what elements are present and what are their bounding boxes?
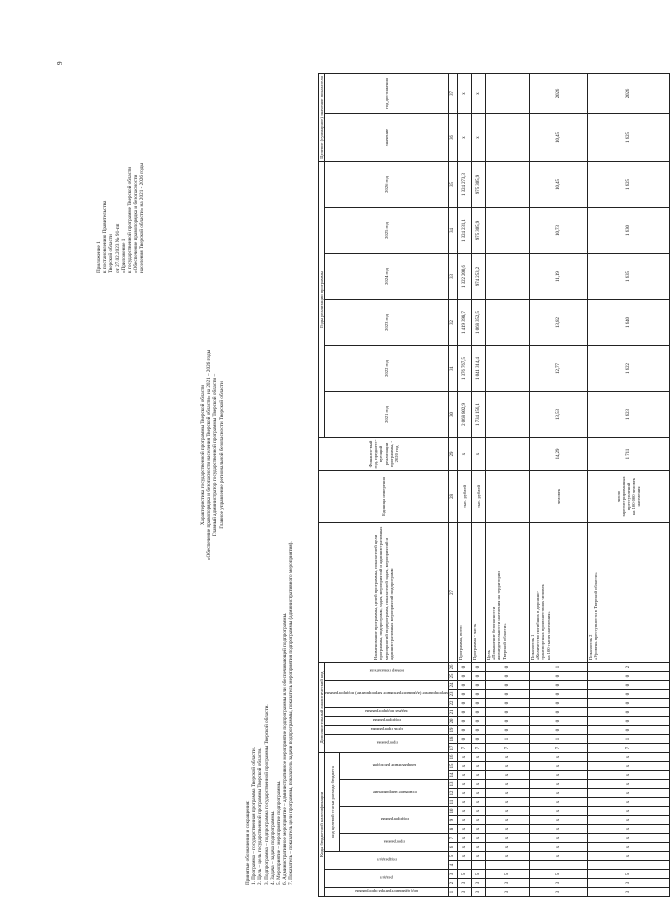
code-cell: x [458, 798, 472, 807]
code-cell: 0 [588, 690, 670, 699]
code-cell: x [472, 843, 486, 852]
row-target-value: 1 625 [588, 114, 670, 162]
code-cell: 7 [530, 744, 588, 753]
index-cell: 3 [449, 870, 458, 879]
code-cell: 3 [588, 888, 670, 897]
code-cell: x [486, 798, 530, 807]
header-program: программа [340, 834, 449, 852]
code-cell: 1 [588, 735, 670, 744]
index-cell: 34 [449, 208, 458, 254]
code-cell: x [530, 780, 588, 789]
code-cell [472, 861, 486, 870]
code-cell: 2 [588, 663, 670, 672]
header-dir-program: программа [325, 735, 449, 753]
header-year-reach: год достижения [325, 74, 449, 114]
code-cell: 0 [458, 699, 472, 708]
header-fin-year: Финансо-вый год, предшест-вующий реализации программы, - 2020 год [319, 438, 449, 471]
header-target-article: код целевой статьи расхода бюджета [325, 753, 340, 852]
code-cell: 0 [472, 699, 486, 708]
approval-line: от 27.02.2023 № 91-пп [114, 223, 121, 273]
row-year-value: 1 068 352,5 [472, 300, 486, 346]
index-cell: 6 [449, 843, 458, 852]
code-cell: x [486, 843, 530, 852]
code-cell: 0 [530, 726, 588, 735]
row-year-value: 1 324 273,3 [458, 162, 472, 208]
code-cell: x [530, 852, 588, 861]
row-target-year: 2026 [530, 74, 588, 114]
legend-line: 3. Подпрограмма – подпрограмма государственной программы Тверской области. [263, 704, 270, 885]
code-cell: 0 [472, 690, 486, 699]
approval-line: к государственной программе Тверской области [127, 166, 134, 273]
row-unit: человек [530, 471, 588, 523]
header-analytic-code: Дополнительный аналитический код [319, 663, 325, 753]
row-year-value: 1 625 [588, 162, 670, 208]
index-cell: 13 [449, 780, 458, 789]
program-characteristics-table [318, 73, 670, 897]
row-name: Программа - часть [472, 523, 486, 663]
index-cell: 21 [449, 708, 458, 717]
code-cell: 0 [472, 663, 486, 672]
code-cell: x [530, 816, 588, 825]
code-cell: x [588, 789, 670, 798]
approval-line: к постановлению Правительства [102, 200, 109, 273]
code-cell: 0 [458, 663, 472, 672]
code-cell: 0 [530, 690, 588, 699]
code-cell: 0 [458, 726, 472, 735]
code-cell: x [458, 816, 472, 825]
code-cell: 3 [530, 879, 588, 888]
code-cell: x [588, 834, 670, 843]
code-cell: x [486, 834, 530, 843]
header-subprogram: подпрограмма [340, 807, 449, 834]
code-cell: 3 [472, 888, 486, 897]
code-cell: 0 [458, 708, 472, 717]
index-cell: 20 [449, 717, 458, 726]
title-line: Характеристика государственной программы Тверской области [200, 384, 206, 526]
header-year-0: 2021 год [325, 392, 449, 438]
index-row [449, 74, 458, 897]
index-cell: 30 [449, 392, 458, 438]
code-cell: 0 [486, 726, 530, 735]
code-cell: 0 [486, 681, 530, 690]
row-fin-year: x [472, 438, 486, 471]
code-cell: x [458, 807, 472, 816]
code-cell: x [588, 780, 670, 789]
code-cell: 0 [486, 690, 530, 699]
code-cell: x [472, 753, 486, 762]
header-goal: цель программы [325, 726, 449, 735]
code-cell: 7 [486, 744, 530, 753]
header-value: значение [325, 114, 449, 162]
code-cell: x [486, 852, 530, 861]
header-unit: Единица измерения [319, 471, 449, 523]
code-cell: x [486, 816, 530, 825]
code-cell: x [472, 807, 486, 816]
code-cell: 3 [458, 879, 472, 888]
row-unit [486, 471, 530, 523]
code-cell: 0 [486, 699, 530, 708]
index-cell: 18 [449, 735, 458, 744]
code-cell: 5 [588, 870, 670, 879]
title-line: Главное управление региональной безопасности Тверской области [218, 381, 225, 529]
code-cell: x [486, 825, 530, 834]
code-cell: x [472, 762, 486, 771]
row-target-year: x [458, 74, 472, 114]
code-cell: x [486, 789, 530, 798]
code-cell: x [458, 825, 472, 834]
index-cell: 25 [449, 672, 458, 681]
code-cell: 0 [472, 672, 486, 681]
code-cell: x [472, 825, 486, 834]
code-cell: 7 [458, 744, 472, 753]
index-cell: 9 [449, 816, 458, 825]
code-cell: x [458, 780, 472, 789]
header-year-5: 2026 год [325, 162, 449, 208]
code-cell: 1 [530, 663, 588, 672]
row-year-value: 1 630 [588, 208, 670, 254]
code-cell [588, 861, 670, 870]
code-cell: x [530, 753, 588, 762]
code-cell: 0 [472, 708, 486, 717]
index-cell: 15 [449, 762, 458, 771]
code-cell: x [472, 780, 486, 789]
code-cell: 0 [458, 672, 472, 681]
code-cell: 0 [530, 717, 588, 726]
index-cell: 10 [449, 807, 458, 816]
header-year-3: 2024 год [325, 254, 449, 300]
row-year-value: 12,77 [530, 346, 588, 392]
code-cell: x [530, 843, 588, 852]
code-cell: x [486, 807, 530, 816]
title-line: «Обеспечение правопорядка и безопасности населения Тверской области» на 2021 – 2026 годы [206, 349, 213, 561]
row-unit: тыс. рублей [458, 471, 472, 523]
row-unit: число зарегистрированных преступлений на 100 000 человек населения [588, 471, 670, 523]
header-podrazdel: подраздел [325, 852, 449, 870]
approval-line: «Обеспечение правопорядка и безопасности [133, 174, 140, 273]
table-row [588, 74, 670, 897]
code-cell: 7 [588, 744, 670, 753]
header-direction: направление расходов [340, 753, 449, 780]
code-cell: x [472, 852, 486, 861]
header-budget-codes: Коды бюджетной классификации [319, 753, 325, 897]
row-year-value: 1 734 156,1 [472, 392, 486, 438]
abbreviations-legend [245, 541, 295, 885]
index-cell: 11 [449, 798, 458, 807]
index-cell: 24 [449, 681, 458, 690]
index-cell: 32 [449, 300, 458, 346]
index-cell: 33 [449, 254, 458, 300]
code-cell: x [530, 762, 588, 771]
row-name: Программа, всего [458, 523, 472, 663]
code-cell [486, 861, 530, 870]
row-year-value: 13,82 [530, 300, 588, 346]
index-cell: 2 [449, 879, 458, 888]
header-name: Наименование программы, целей программы, показателей цели программы, подпрограмм, задач, мероприятий и административных мероприятий подпрограмм, показателей задач, мероприятий и административных мероприятий подпрограмм [319, 523, 449, 663]
code-cell: x [530, 807, 588, 816]
legend-line: Принятые обозначения и сокращения: [245, 800, 251, 885]
row-year-value [486, 300, 530, 346]
row-name: Показатель 1 «Количество погибших в дорожно- транспортных происшествиях человек на 100 тысяч населения» [530, 523, 588, 663]
code-cell: x [458, 852, 472, 861]
header-year-4: 2025 год [325, 208, 449, 254]
row-year-value: 1 640 [588, 300, 670, 346]
code-cell: x [588, 825, 670, 834]
header-years-group: Годы реализации программы [319, 162, 325, 438]
row-year-value: 1 322 200,6 [458, 254, 472, 300]
code-cell: 0 [472, 717, 486, 726]
code-cell: x [530, 798, 588, 807]
code-cell: x [472, 771, 486, 780]
code-cell: 3 [588, 879, 670, 888]
row-target-year [486, 74, 530, 114]
row-year-value: 13,53 [530, 392, 588, 438]
row-year-value: 1 419 398,7 [458, 300, 472, 346]
code-cell: 0 [588, 717, 670, 726]
approval-line: Тверской области [108, 234, 115, 273]
row-year-value: 10,73 [530, 208, 588, 254]
code-cell: 5 [472, 870, 486, 879]
code-cell: 0 [588, 672, 670, 681]
code-cell: x [588, 753, 670, 762]
index-cell: 16 [449, 753, 458, 762]
table-row [472, 74, 486, 897]
header-main-direction: основное направление [340, 780, 449, 807]
row-unit: тыс. рублей [472, 471, 486, 523]
code-cell: x [588, 807, 670, 816]
code-cell [530, 861, 588, 870]
header-target-value: Целевое (суммарное) значение показателя [319, 74, 325, 162]
row-year-value: 11,19 [530, 254, 588, 300]
code-cell: 1 [486, 735, 530, 744]
code-cell: 3 [458, 888, 472, 897]
header-measure: мероприятие (административное мероприятие) подпрограммы [325, 681, 449, 708]
row-name: Цель «Повышение безопасности жизнедеятельности населения на территории Тверской области» [486, 523, 530, 663]
code-cell: 0 [472, 735, 486, 744]
row-fin-year: 14,29 [530, 438, 588, 471]
code-cell: x [458, 762, 472, 771]
row-fin-year: x [458, 438, 472, 471]
code-cell: 0 [530, 708, 588, 717]
index-cell: 19 [449, 726, 458, 735]
code-cell: 0 [588, 708, 670, 717]
code-cell: x [530, 789, 588, 798]
index-cell: 12 [449, 789, 458, 798]
index-cell: 35 [449, 162, 458, 208]
code-cell: 3 [472, 879, 486, 888]
row-year-value [486, 208, 530, 254]
legend-line: 4. Задача – задача подпрограммы. [269, 810, 276, 885]
row-fin-year: 1 711 [588, 438, 670, 471]
table-row [530, 74, 588, 897]
index-cell: 31 [449, 346, 458, 392]
row-year-value: 1 622 [588, 346, 670, 392]
code-cell: x [458, 843, 472, 852]
code-cell: 0 [530, 699, 588, 708]
approval-line: «Приложение 1 [120, 238, 127, 273]
code-cell: x [588, 762, 670, 771]
code-cell: x [588, 816, 670, 825]
title-line: Главный администратор государственной программы Тверской области – [212, 373, 219, 537]
index-cell: 27 [449, 523, 458, 663]
header-podprogramma: подпрограмма [325, 717, 449, 726]
code-cell: x [458, 753, 472, 762]
code-cell: x [588, 852, 670, 861]
code-cell: 5 [486, 870, 530, 879]
page-number: 9 [56, 61, 64, 65]
index-cell: 29 [449, 438, 458, 471]
code-cell: 0 [588, 699, 670, 708]
row-target-value: 10,45 [530, 114, 588, 162]
code-cell: x [472, 789, 486, 798]
code-cell: 0 [588, 681, 670, 690]
index-cell: 37 [449, 74, 458, 114]
legend-line: 2. Цель – цель государственной программы Тверской области. [257, 747, 264, 885]
legend-line: 6. Административное мероприятие – административное мероприятие подпрограммы или обеспечивающей подпрограммы. [282, 612, 289, 885]
index-cell: 4 [449, 861, 458, 870]
code-cell: 0 [588, 726, 670, 735]
row-target-year: 2026 [588, 74, 670, 114]
row-year-value: 975 305,9 [472, 208, 486, 254]
row-year-value: 974 253,2 [472, 254, 486, 300]
legend-line: 5. Мероприятие – мероприятие подпрограммы. [276, 780, 283, 885]
row-target-value: x [472, 114, 486, 162]
code-cell: x [486, 771, 530, 780]
code-cell: 0 [458, 681, 472, 690]
approval-line: населения Тверской области» на 2021 - 2026 годы [139, 163, 146, 273]
code-cell: x [530, 771, 588, 780]
header-year-2: 2023 год [325, 300, 449, 346]
index-cell: 8 [449, 825, 458, 834]
row-target-year: x [472, 74, 486, 114]
code-cell: x [588, 798, 670, 807]
header-year-1: 2022 год [325, 346, 449, 392]
header-razdel: раздел [325, 870, 449, 888]
row-target-value: x [458, 114, 472, 162]
code-cell: x [486, 780, 530, 789]
index-cell: 7 [449, 834, 458, 843]
header-admin-code: код администратора программы [325, 888, 449, 897]
code-cell: 0 [472, 681, 486, 690]
row-year-value [486, 392, 530, 438]
code-cell: x [458, 834, 472, 843]
index-cell: 5 [449, 852, 458, 861]
row-name: Показатель 2 «Уровень преступности в Тверской области» [588, 523, 670, 663]
row-year-value [486, 162, 530, 208]
code-cell [458, 861, 472, 870]
code-cell: x [472, 834, 486, 843]
code-cell: x [472, 798, 486, 807]
row-target-value [486, 114, 530, 162]
row-year-value: 1 376 767,5 [458, 346, 472, 392]
code-cell: 0 [458, 735, 472, 744]
code-cell: 5 [530, 870, 588, 879]
code-cell: x [486, 762, 530, 771]
row-year-value: 1 041 314,4 [472, 346, 486, 392]
row-year-value [486, 254, 530, 300]
index-cell: 26 [449, 663, 458, 672]
legend-line: 7. Показатель – показатель цели программы, показатель задачи подпрограммы, показатель мероприятия подпрограммы (административного мероприятия). [288, 541, 295, 885]
code-cell: 0 [458, 717, 472, 726]
row-year-value [486, 346, 530, 392]
code-cell: x [472, 816, 486, 825]
code-cell: x [588, 771, 670, 780]
code-cell: 7 [472, 744, 486, 753]
code-cell: x [588, 843, 670, 852]
row-year-value: 1 635 [588, 254, 670, 300]
code-cell: 0 [530, 681, 588, 690]
header-task: задача подпрограммы [325, 708, 449, 717]
code-cell: 0 [486, 672, 530, 681]
index-cell: 1 [449, 888, 458, 897]
index-cell: 36 [449, 114, 458, 162]
code-cell: 0 [486, 717, 530, 726]
index-cell: 22 [449, 699, 458, 708]
index-cell: 14 [449, 771, 458, 780]
row-year-value: 10,45 [530, 162, 588, 208]
code-cell: 5 [458, 870, 472, 879]
legend-line: 1. Программа – государственная программа Тверской области. [251, 747, 258, 885]
code-cell: 0 [530, 672, 588, 681]
approval-block [96, 163, 146, 273]
code-cell: x [530, 825, 588, 834]
index-cell: 17 [449, 744, 458, 753]
code-cell: 0 [486, 663, 530, 672]
code-cell: 3 [530, 888, 588, 897]
code-cell: x [458, 771, 472, 780]
code-cell: 0 [458, 690, 472, 699]
row-year-value: 975 305,9 [472, 162, 486, 208]
index-cell: 23 [449, 690, 458, 699]
code-cell: 3 [486, 879, 530, 888]
row-year-value: 1 623 [588, 392, 670, 438]
code-cell: x [530, 834, 588, 843]
row-year-value: 2 068 802,9 [458, 392, 472, 438]
row-year-value: 1 324 231,1 [458, 208, 472, 254]
code-cell: 1 [530, 735, 588, 744]
code-cell: 3 [486, 888, 530, 897]
index-cell: 28 [449, 471, 458, 523]
code-cell: 0 [486, 708, 530, 717]
document-title [200, 305, 225, 605]
table-body [449, 74, 670, 897]
row-fin-year [486, 438, 530, 471]
code-cell: x [486, 753, 530, 762]
table-row [486, 74, 530, 897]
header-indicator: номер показателя [325, 663, 449, 681]
code-cell: 0 [472, 726, 486, 735]
table-row [458, 74, 472, 897]
code-cell: x [458, 789, 472, 798]
approval-line: Приложение 1 [96, 241, 102, 273]
